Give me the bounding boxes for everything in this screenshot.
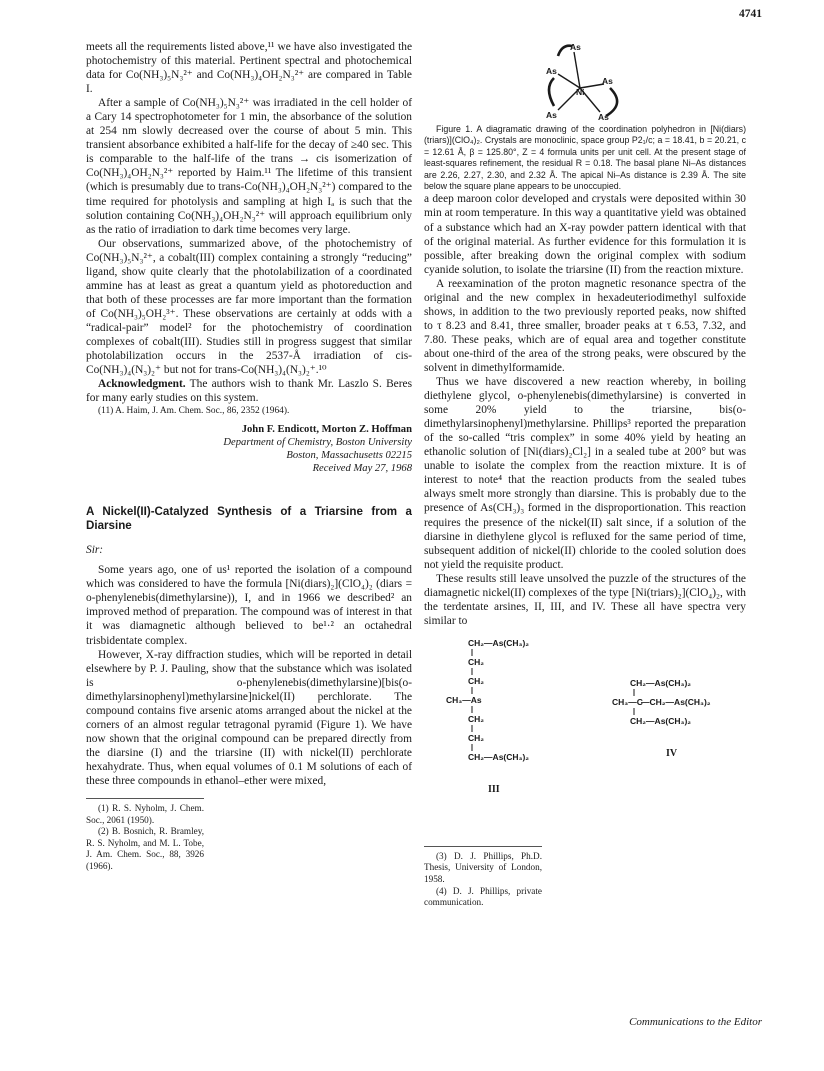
triarsine-structures	[444, 634, 744, 834]
coordination-polyhedron-diagram	[518, 40, 638, 124]
structure-iv	[612, 678, 711, 759]
page-number: 4741	[739, 8, 762, 20]
atom-label: As	[602, 76, 613, 86]
paragraph: Our observations, summarized above, of the photochemistry of Co(NH₃)₅N₃²⁺, a cobalt(III) complex containing a strongly “reducing” ligand, show quite clearly that the photolabilization of a coordinated ammine has at least as great a quantum yield as photoreduction and that both of these processes are far more important than the formation of Co(NH₃)₅OH₂³⁺. These observations are certainly at odds with a “radical-pair” model² for the photochemistry of coordination complexes of cobalt(III). Studies still in progress suggest that similar photolabilization occurs in the 2537-Å irradiation of cis-Co(NH₃)₄(N₃)₂⁺ but not for trans-Co(NH₃)₄(N₃)₂⁺.¹⁰	[86, 237, 412, 377]
paragraph: After a sample of Co(NH₃)₅N₃²⁺ was irradiated in the cell holder of a Cary 14 spectrophotometer for 1 min, the absorbance of the solution at 254 nm slowly decreased over the course of about 5 min. This transient absorbance exhibited a half-life for the decay of ≥40 sec. This is comparable to the half-life of the trans → cis isomerization of Co(NH₃)₄OH₂N₃²⁺ reported by Haim.¹¹ The lifetime of this transient (which is presumably due to trans-Co(NH₃)₄OH₂N₃²⁺) compared to the time required for photolysis and sampling at high Iₐ is such that the solution containing Co(NH₃)₄OH₂N₃²⁺ will approach equilibrium only as the ratio of irradiation to dark time becomes very large.	[86, 97, 412, 236]
department: Department of Chemistry, Boston University	[223, 437, 412, 449]
footnote: (3) D. J. Phillips, Ph.D. Thesis, University of London, 1958.	[424, 850, 542, 885]
footnotes	[424, 846, 542, 909]
structure-line: CH₃—As	[446, 694, 482, 705]
structure-label: IV	[666, 747, 678, 759]
structure-line: CH₂	[468, 732, 485, 743]
paragraph: meets all the requirements listed above,¹¹ we have also investigated the photochemistry of this material. Pertinent spectral and photochemical data for Co(NH₃)₅N₃²⁺ and Co(NH₃)₄OH₂N₃²⁺ are compared in Table I.	[86, 41, 412, 96]
city: Boston, Massachusetts 02215	[286, 450, 412, 462]
structure-arm: —CH₂—As(CH₃)₂	[641, 696, 711, 707]
structure-line: CH₂	[468, 656, 485, 667]
acknowledgment	[86, 377, 412, 405]
structure-line: CH₂	[468, 713, 485, 724]
paragraph: These results still leave unsolved the puzzle of the structures of the diamagnetic nickel(II) complexes of the type [Ni(triars)₂](ClO₄)₂, with the terdentate arsines, II, III, and IV. These all have spectra very similar to	[424, 572, 746, 627]
footnote: (2) B. Bosnich, R. Bramley, R. S. Nyholm, and M. L. Tobe, J. Am. Chem. Soc., 88, 3926 (1966).	[86, 826, 204, 871]
figure-1	[424, 40, 746, 124]
footnote: (4) D. J. Phillips, private communication.	[424, 885, 542, 908]
paragraph: Some years ago, one of us¹ reported the isolation of a compound which was considered to have the formula [Ni(diars)₂](ClO₄)₂ (diars = o-phenylenebis(dimethylarsine)), I, and in 1966 we described² an improved method of preparation. The compound was of interest in that it was diamagnetic although believed to be¹·² an octahedral trisbidentate complex.	[86, 564, 412, 647]
structure-arm: CH₂—As(CH₃)₂	[630, 715, 692, 726]
article-title: A Nickel(II)-Catalyzed Synthesis of a Triarsine from a Diarsine	[86, 505, 412, 533]
structure-center: CH₃—C	[612, 696, 643, 707]
atom-label: As	[570, 42, 581, 52]
footnote: (11) A. Haim, J. Am. Chem. Soc., 86, 2352 (1964).	[98, 406, 290, 417]
received-date: Received May 27, 1968	[312, 463, 412, 475]
chemical-structures	[424, 634, 746, 834]
footnote: (1) R. S. Nyholm, J. Chem. Soc., 2061 (1950).	[86, 803, 204, 825]
salutation: Sir:	[86, 544, 104, 557]
section-footer: Communications to the Editor	[629, 1016, 762, 1028]
left-column	[86, 40, 412, 873]
acknowledgment-text: The authors wish to thank Mr. Laszlo S. Beres for many early studies on this system.	[86, 378, 412, 405]
structure-line: CH₂—As(CH₃)₂	[468, 751, 530, 762]
signature-block	[86, 423, 412, 475]
right-column	[424, 40, 746, 909]
acknowledgment-label: Acknowledgment.	[98, 378, 186, 391]
paragraph: However, X-ray diffraction studies, which will be reported in detail elsewhere by P. J. Pauling, show that the substance which was isolated is o-phenylenebis(dimethylarsine)[bis(o-dimethylarsinophenyl)methylarsine]nickel(II) perchlorate. The compound contains five arsenic atoms arranged about the nickel at the corners of an almost regular tetragonal pyramid (Figure 1). We have now shown that the original compound can be prepared directly from the diarsine (I) and the triarsine (II) with nickel(II) perchlorate hexahydrate. Thus, when equal volumes of 0.1 M solutions of each of these three compounds in ethanol–ether were mixed,	[86, 648, 412, 787]
structure-iii	[446, 638, 529, 795]
structure-line: CH₂	[468, 675, 485, 686]
footnotes	[86, 798, 204, 873]
figure-caption: Figure 1. A diagramatic drawing of the coordination polyhedron in [Ni(diars)(triars)](ClO₄)₂. Crystals are monoclinic, space group P2₁/c; a = 18.41, b = 20.21, c = 12.61 Å, β = 125.80°, Z = 4 formula units per unit cell. At the present stage of least-squares refinement, the residual R = 0.18. The basal plane Ni–As distances are 2.26, 2.27, 2.30, and 2.32 Å. The apical Ni–As distance is 2.39 Å. The site below the square plane appears to be unoccupied.	[424, 124, 746, 192]
paragraph: a deep maroon color developed and crystals were deposited within 30 min at room temperature. In this way a quantitative yield was obtained of a substance which had an X-ray powder pattern identical with that of the original material. As further evidence for this formulation it is possible, after breaking down the original complex with sodium cyanide solution, to isolate the triarsine (II) from the reaction mixture.	[424, 193, 747, 276]
atom-label: Ni	[576, 87, 585, 97]
structure-arm: CH₂—As(CH₃)₂	[630, 677, 692, 688]
authors: John F. Endicott, Morton Z. Hoffman	[241, 424, 412, 436]
atom-label: As	[598, 112, 609, 122]
structure-label: III	[488, 783, 500, 795]
paragraph: A reexamination of the proton magnetic resonance spectra of the original and the new complex in hexadeuteriodimethyl sulfoxide shows, in addition to the two previously reported peaks, now shifted to τ 8.23 and 8.41, three smaller, broader peaks at τ 6.53, 7.32, and 7.80. These peaks, which are of equal area and together constitute about one-third of the area of the strong peaks, were obscured by the solvent in dimethylformamide.	[424, 277, 746, 374]
atom-label: As	[546, 110, 557, 120]
paragraph: Thus we have discovered a new reaction whereby, in boiling diethylene glycol, o-phenylenebis(dimethylarsine) is converted in some 20% yield to the triarsine, bis(o-dimethylarsinophenyl)methylarsine. Phillips³ reported the preparation of the so-called “tris complex” in some 40% yield by heating an ethanolic solution of [Ni(diars)₂Cl₂] in a sealed tube at 200° but was unable to isolate the complex from the reaction mixture. It is of interest to note⁴ that the reaction products from the sealed tubes always smelt more strongly than diarsine. This is probably due to the presence of As(CH₃)₃ formed in the disproportionation. This reaction requires the presence of the nickel(II) salt since, if a solution of the diarsine in diethylene glycol is refluxed for the same period of time, subsequent addition of nickel(II) chloride to the cooled solution does not yield the requisite product.	[424, 376, 746, 571]
atom-label: As	[546, 66, 557, 76]
structure-line: CH₂—As(CH₃)₂	[468, 637, 530, 648]
